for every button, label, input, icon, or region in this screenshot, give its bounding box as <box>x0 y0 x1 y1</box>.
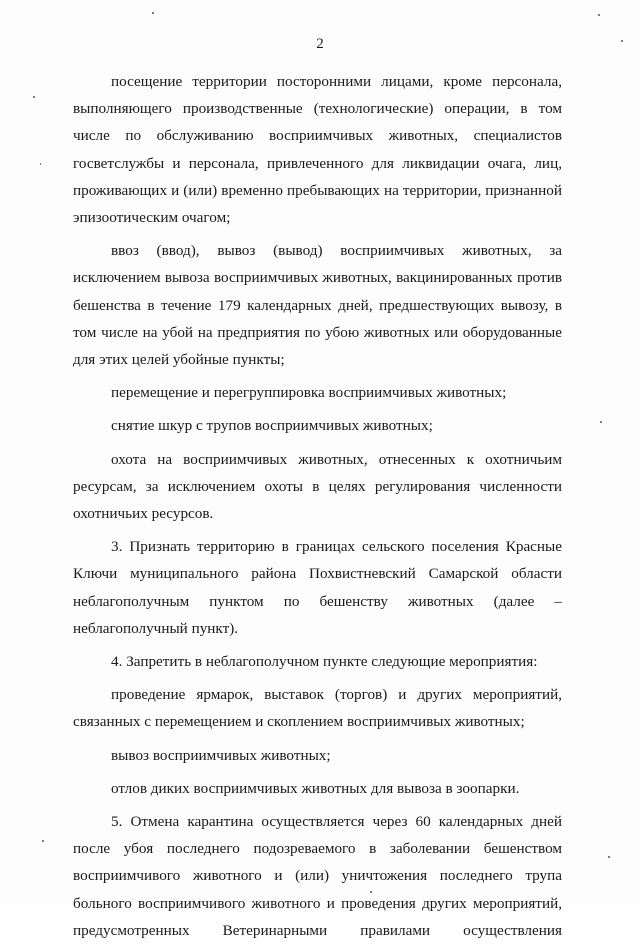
scan-speck <box>598 14 600 16</box>
scan-speck <box>608 856 610 858</box>
paragraph-export: вывоз восприимчивых животных; <box>111 746 331 764</box>
scan-speck <box>621 40 623 42</box>
paragraph-animal-import-export: ввоз (ввод), вывоз (вывод) восприимчивых животных, за исключением вывоза восприимчивых животных, вакцинированных против бешенства в течение 179 календарных дней, предшествующих вывозу, в том числе на убой на предприятия по убою животных или оборудованные для этих целей убойные пункты; <box>73 242 562 369</box>
paragraph-fairs: проведение ярмарок, выставок (торгов) и других мероприятий, связанных с перемещением и скоплением восприимчивых животных; <box>73 686 562 731</box>
paragraph-visit-ban: посещение территории посторонними лицами, кроме персонала, выполняющего производственные (технологические) операции, в том числе по обслуживанию восприимчивых животных, специалистов госветслужбы и персонала, привлеченного для ликвидации очага, лиц, проживающих и (или) временно пребывающих на территории, признанной эпизоотическим очагом; <box>73 73 562 227</box>
paragraph-capture: отлов диких восприимчивых животных для вывоза в зоопарки. <box>111 779 520 797</box>
scan-speck <box>42 840 44 842</box>
document-body <box>73 68 562 944</box>
paragraph-relocation: перемещение и перегруппировка восприимчивых животных; <box>111 384 507 402</box>
paragraph-item-5: 5. Отмена карантина осуществляется через 60 календарных дней после убоя последнего подозреваемого в заболевании бешенством восприимчивого животного и (или) уничтожения последнего трупа больного восприимчивого животного и проведения других мероприятий, предусмотренных Ветеринарными правилами осуществления <box>73 813 562 939</box>
paragraph-item-3: 3. Признать территорию в границах сельского поселения Красные Ключи муниципального района Похвистневский Самарской области неблагополучным пунктом по бешенству животных (далее – неблагополучный пункт). <box>73 538 562 637</box>
scan-speck <box>33 96 35 98</box>
page-number: 2 <box>316 36 324 52</box>
paragraph-skinning: снятие шкур с трупов восприимчивых животных; <box>111 417 433 435</box>
paragraph-hunting: охота на восприимчивых животных, отнесенных к охотничьим ресурсам, за исключением охоты в целях регулирования численности охотничьих ресурсов. <box>73 450 562 523</box>
paragraph-item-4: 4. Запретить в неблагополучном пункте следующие мероприятия: <box>111 653 538 671</box>
scan-speck <box>40 163 41 165</box>
scan-speck <box>370 891 372 893</box>
scan-speck <box>152 12 154 14</box>
scan-speck <box>600 421 602 423</box>
